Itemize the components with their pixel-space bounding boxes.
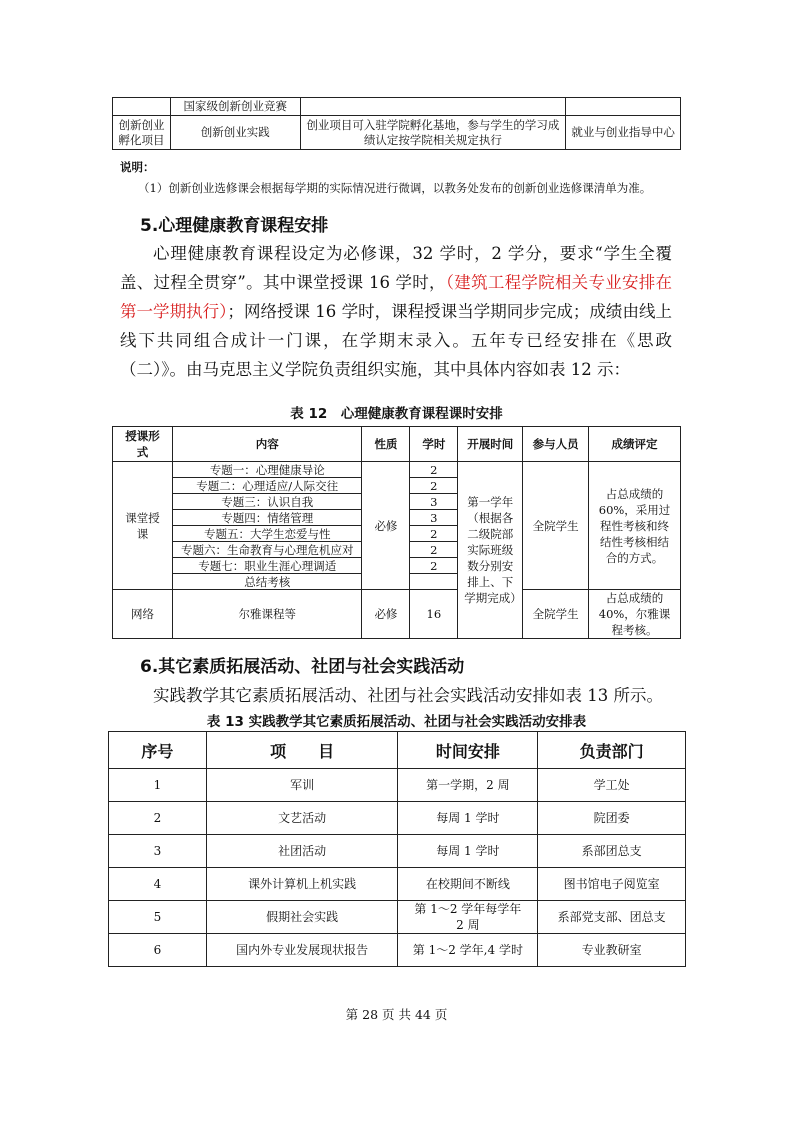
header-time: 开展时间 — [458, 427, 523, 462]
header-form: 授课形式 — [113, 427, 173, 462]
online-content: 尔雅课程等 — [172, 590, 362, 639]
header-people: 参与人员 — [523, 427, 589, 462]
online-hours: 16 — [410, 590, 458, 639]
cell-no: 5 — [109, 901, 207, 934]
cell-people: 全院学生 — [523, 462, 589, 590]
cell-dept: 系部团总支 — [538, 835, 686, 868]
cell-time: 第 1～2 学年,4 学时 — [398, 934, 538, 967]
header-grading: 成绩评定 — [589, 427, 681, 462]
cell-dept: 学工处 — [538, 769, 686, 802]
cell-time: 第一学期，2 周 — [398, 769, 538, 802]
cell-time: 第 1～2 学年每学年 2 周 — [398, 901, 538, 934]
header-item: 项 目 — [206, 732, 398, 769]
page-footer: 第 28 页 共 44 页 — [345, 1007, 448, 1022]
table13-caption: 表 13 实践教学其它素质拓展活动、社团与社会实践活动安排表 — [206, 714, 587, 730]
table-row — [109, 835, 686, 868]
cell-no: 1 — [109, 769, 207, 802]
online-form: 网络 — [113, 590, 173, 639]
section5-paragraph — [120, 239, 672, 384]
cell-category: 创新创业 孵化项目 — [113, 116, 171, 150]
topic-hours: 2 — [410, 462, 458, 478]
cell-empty — [300, 98, 566, 116]
table-row — [109, 802, 686, 835]
header-no: 序号 — [109, 732, 207, 769]
cell-time: 在校期间不断线 — [398, 868, 538, 901]
topic-hours — [410, 574, 458, 590]
cell-dept: 图书馆电子阅览室 — [538, 868, 686, 901]
topic-content: 专题一：心理健康导论 — [172, 462, 362, 478]
topic-content: 专题七：职业生涯心理调适 — [172, 558, 362, 574]
para-highlight: （建筑工程学院相关专业安排在第一学期执行） — [120, 273, 673, 321]
header-time: 时间安排 — [398, 732, 538, 769]
cell-competition: 国家级创新创业竞赛 — [170, 98, 300, 116]
cell-time: 第一学年（根据各二级院部实际班级数分别安排上、下学期完成） — [458, 462, 523, 639]
innovation-table — [112, 97, 681, 150]
table-row — [109, 769, 686, 802]
cell-time: 每周 1 学时 — [398, 802, 538, 835]
cell-dept: 院团委 — [538, 802, 686, 835]
cell-item: 课外计算机上机实践 — [206, 868, 398, 901]
cell-grading: 占总成绩的60%，采用过程性考核和终结性考核相结合的方式。 — [589, 462, 681, 590]
cell-empty — [566, 98, 681, 116]
topic-content: 专题六：生命教育与心理危机应对 — [172, 542, 362, 558]
cell-item: 文艺活动 — [206, 802, 398, 835]
header-dept: 负责部门 — [538, 732, 686, 769]
cell-no: 2 — [109, 802, 207, 835]
topic-content: 专题五：大学生恋爱与性 — [172, 526, 362, 542]
topic-hours: 2 — [410, 478, 458, 494]
header-nature: 性质 — [362, 427, 410, 462]
cell-no: 3 — [109, 835, 207, 868]
table-row — [109, 934, 686, 967]
note-title: 说明： — [120, 160, 155, 174]
table-row — [109, 868, 686, 901]
header-content: 内容 — [172, 427, 362, 462]
table12-caption: 表 12 心理健康教育课程课时安排 — [290, 406, 503, 422]
cell-description: 创业项目可入驻学院孵化基地，参与学生的学习成 绩认定按学院相关规定执行 — [300, 116, 566, 150]
table-12 — [112, 426, 681, 639]
cell-time: 每周 1 学时 — [398, 835, 538, 868]
topic-content: 专题二：心理适应/人际交往 — [172, 478, 362, 494]
topic-content: 总结考核 — [172, 574, 362, 590]
para-text: ；网络授课 16 学时，课程授课当学期同步完成；成绩由线上线下共同组合成计一门课，在学期末录入。五年专已经安排在《思政（二）》。由马克思主义学院负责组织实施，其中具体内容如表 12 示： — [120, 302, 672, 379]
online-grading: 占总成绩的40%，尔雅课程考核。 — [589, 590, 681, 639]
header-hours: 学时 — [410, 427, 458, 462]
cell-form: 课堂授课 — [113, 462, 173, 590]
cell-department: 就业与创业指导中心 — [566, 116, 681, 150]
topic-hours: 3 — [410, 510, 458, 526]
topic-hours: 3 — [410, 494, 458, 510]
section-heading-6: 6.其它素质拓展活动、社团与社会实践活动 — [140, 657, 465, 677]
note-item: （1）创新创业选修课会根据每学期的实际情况进行微调，以教务处发布的创新创业选修课清单为准。 — [138, 181, 652, 195]
topic-hours: 2 — [410, 542, 458, 558]
topic-hours: 2 — [410, 526, 458, 542]
cell-dept: 专业教研室 — [538, 934, 686, 967]
table-13 — [108, 731, 686, 967]
cell-no: 6 — [109, 934, 207, 967]
topic-content: 专题四：情绪管理 — [172, 510, 362, 526]
cell-item: 军训 — [206, 769, 398, 802]
cell-item: 社团活动 — [206, 835, 398, 868]
cell-item: 国内外专业发展现状报告 — [206, 934, 398, 967]
section6-paragraph: 实践教学其它素质拓展活动、社团与社会实践活动安排如表 13 所示。 — [153, 686, 663, 705]
online-nature: 必修 — [362, 590, 410, 639]
topic-content: 专题三：认识自我 — [172, 494, 362, 510]
cell-empty — [113, 98, 171, 116]
cell-dept: 系部党支部、团总支 — [538, 901, 686, 934]
table-row — [109, 901, 686, 934]
cell-practice: 创新创业实践 — [170, 116, 300, 150]
cell-item: 假期社会实践 — [206, 901, 398, 934]
cell-nature: 必修 — [362, 462, 410, 590]
online-people: 全院学生 — [523, 590, 589, 639]
topic-hours: 2 — [410, 558, 458, 574]
cell-no: 4 — [109, 868, 207, 901]
para-text: 心理健康教育课程设定为必修课，32 学时，2 学分，要求“学生全覆盖、过程全贯穿”。其中课堂授课 16 学时， — [120, 244, 672, 292]
section-heading-5: 5.心理健康教育课程安排 — [140, 216, 329, 236]
